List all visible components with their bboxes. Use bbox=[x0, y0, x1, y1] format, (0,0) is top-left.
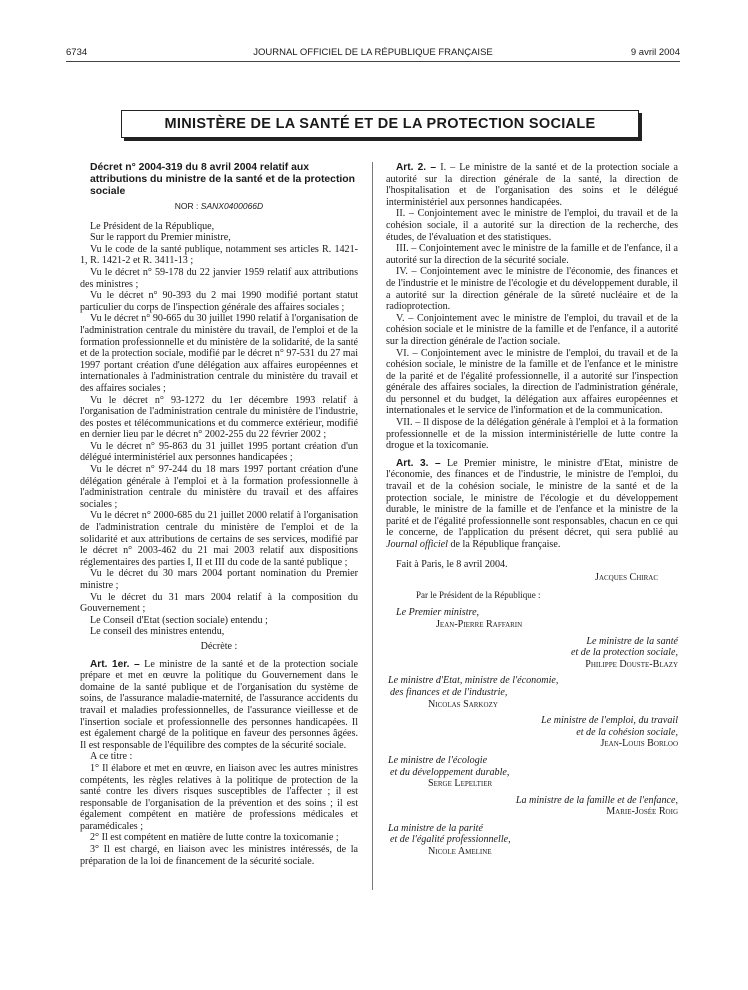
signatory-title: La ministre de la parité bbox=[388, 822, 483, 834]
left-column bbox=[80, 162, 358, 867]
article-3-label: Art. 3. – bbox=[396, 457, 441, 469]
article-2-text: VI. – Conjointement avec le ministre de l'emploi, du travail et de la cohésion sociale, le ministre de la famille et de l'enfance et le ministre de la parité et de l'égalité professionnelle, il a autorité sur l'inspection générale des affaires sociales, la direction de l'administration générale, du personnel et du budget, la délégation aux affaires européennes et internationales et le service de l'information et de la communication. bbox=[386, 347, 678, 417]
decrete-line: Décrète : bbox=[200, 640, 238, 652]
signatory-name: Serge Lepeltier bbox=[428, 778, 493, 790]
article-2-text: V. – Conjointement avec le ministre de l'emploi, du travail et de la cohésion sociale et le ministre de la famille et de l'enfance, il a autorité sur la direction générale de l'action sociale. bbox=[386, 312, 678, 347]
signatory-title: La ministre de la famille et de l'enfance, bbox=[515, 794, 678, 806]
visa-line: Vu le décret n° 93-1272 du 1er décembre 1993 relatif à l'organisation de l'administration centrale du ministère de l'industrie, des postes et télécommunications et du commerce extérieur, modifié en dernier lieu par le décret n° 2002-255 du 22 février 2002 ; bbox=[80, 394, 358, 441]
signatory-title: Le ministre de l'écologie bbox=[388, 754, 488, 766]
visa-line: Vu le décret n° 90-393 du 2 mai 1990 modifié portant statut particulier du corps de l'inspection générale des affaires sociales ; bbox=[80, 290, 358, 313]
article-1-label: Art. 1er. – bbox=[90, 658, 140, 670]
decree-title: Décret n° 2004-319 du 8 avril 2004 relatif aux attributions du ministre de la santé et de la protection sociale bbox=[90, 162, 356, 197]
article-1 bbox=[80, 659, 358, 752]
article-2-paragraph bbox=[386, 162, 678, 208]
issue-date: 9 avril 2004 bbox=[630, 47, 680, 58]
article-2-text: VII. – Il dispose de la délégation générale à l'emploi et à la formation professionnelle et de la mission interministérielle de lutte contre la drogue et la toxicomanie. bbox=[386, 417, 678, 452]
signatory-title: et du développement durable, bbox=[390, 766, 510, 778]
visa-line: Vu le décret n° 2000-685 du 21 juillet 2000 relatif à l'organisation de l'administration centrale du ministère de l'emploi et de la solidarité et aux attributions de certains de ses services, modifié par le décret n° 2003-462 du 21 mai 2003 relatif aux dispositions réglementaires des parties I, II et III du code de la santé publique ; bbox=[80, 510, 358, 568]
visa-line: Le Président de la République, bbox=[90, 220, 215, 232]
signatory-block bbox=[386, 607, 678, 630]
article-3-text: Le Premier ministre, le ministre d'Etat, ministre de l'économie, des finances et de l'industrie, le ministre de l'emploi, du travail et de la cohésion sociale, le ministre de la santé et de la protection sociale, le ministre de l'écologie et du développement durable, le ministre de la famille et de l'enfance et la ministre de la parité et de l'égalité professionnelle sont responsables, chacun en ce qui le concerne, de l'application du présent décret, qui sera publié au bbox=[386, 457, 679, 539]
nor-label: NOR : bbox=[174, 201, 199, 211]
signatory-name: Philippe Douste-Blazy bbox=[585, 658, 678, 670]
signatory-name: Nicolas Sarkozy bbox=[428, 698, 498, 710]
article-1-text: Le ministre de la santé et de la protection sociale prépare et met en œuvre la politique du Gouvernement dans le domaine de la santé publique et de l'organisation du système de soins, de l'assurance maladie-maternité, de l'assurance accidents du travail et maladies professionnelles, de l'assurance vieillesse et de l'insertion sociale et professionnelle des personnes handicapées. Il est également chargé de la politique en faveur des personnes âgées. Il est responsable de l'équilibre des comptes de la sécurité sociale. bbox=[80, 658, 359, 751]
journal-title: JOURNAL OFFICIEL DE LA RÉPUBLIQUE FRANÇAISE bbox=[253, 47, 493, 58]
article-2-paragraph bbox=[386, 348, 678, 418]
visa-line: Le Conseil d'Etat (section sociale) entendu ; bbox=[90, 614, 268, 626]
article-2-text: IV. – Conjointement avec le ministre de l'économie, des finances et de l'industrie et le ministre de l'écologie et du développement durable, il a autorité sur la direction générale de la sûreté nucléaire et de la radioprotection. bbox=[386, 266, 678, 313]
visas-list bbox=[80, 221, 358, 638]
visa-line: Vu le décret n° 59-178 du 22 janvier 1959 relatif aux attributions des ministres ; bbox=[80, 266, 358, 290]
page-number: 6734 bbox=[66, 47, 88, 58]
signatory-title: des finances et de l'industrie, bbox=[390, 686, 508, 698]
article-2-paragraph bbox=[386, 417, 678, 452]
page-header bbox=[66, 47, 680, 61]
article-2-text: II. – Conjointement avec le ministre de l'emploi, du travail et de la cohésion sociale, il a autorité sur la direction de la recherche, des études, de l'évaluation et des statistiques. bbox=[386, 208, 678, 243]
article-1-item: 1° Il élabore et met en œuvre, en liaison avec les autres ministres compétents, les règles relatives à la politique de protection de la santé contre les divers risques susceptibles de l'affecter ; il est responsable de l'organisation de la prévention et des soins ; il est également compétent en matière de professions médicales et paramédicales ; bbox=[80, 762, 358, 832]
visa-line: Sur le rapport du Premier ministre, bbox=[90, 232, 231, 244]
signatory-name: Nicole Ameline bbox=[428, 846, 492, 858]
visa-line: Vu le décret n° 90-665 du 30 juillet 1990 relatif à l'organisation de l'administration centrale du ministère du travail, de l'emploi et de la formation professionnelle et du ministère de la solidarité, de la santé et de la protection sociale, modifié par le décret n° 97-531 du 27 mai 1997 portant création d'une délégation aux affaires européennes et internationales à l'administration centrale du ministère du travail et des affaires sociales ; bbox=[80, 313, 358, 394]
article-2-text: I. – Le ministre de la santé et de la protection sociale a autorité sur la direction générale de la santé, la direction de l'hospitalisation et de l'organisation des soins et le délégué interministériel aux personnes handicapées. bbox=[386, 162, 679, 208]
signatory-title: Le ministre d'Etat, ministre de l'économie, bbox=[388, 675, 559, 687]
right-column bbox=[386, 162, 678, 863]
signatory-title: et de la cohésion sociale, bbox=[576, 726, 678, 738]
fait-a-paris: Fait à Paris, le 8 avril 2004. bbox=[396, 558, 508, 570]
ministry-title: MINISTÈRE DE LA SANTÉ ET DE LA PROTECTION SOCIALE bbox=[164, 116, 596, 132]
journal-officiel-italic: Journal officiel bbox=[386, 539, 448, 550]
article-1-item: 3° Il est chargé, en liaison avec les ministres intéressés, de la préparation de la loi de financement de la sécurité sociale. bbox=[80, 844, 358, 867]
article-3-text-end: de la République française. bbox=[447, 539, 561, 550]
article-1-items bbox=[80, 763, 358, 867]
signatory-title: Le ministre de la santé bbox=[586, 635, 678, 647]
ministry-title-box bbox=[121, 110, 639, 138]
nor-value: SANX0400066D bbox=[200, 201, 264, 211]
column-separator bbox=[372, 162, 373, 890]
signatory-block bbox=[386, 823, 678, 858]
visa-line: Le conseil des ministres entendu, bbox=[90, 626, 225, 638]
signatory-title: Le Premier ministre, bbox=[396, 607, 480, 619]
signatory-block bbox=[386, 795, 678, 818]
signatory-block bbox=[386, 636, 678, 671]
article-3 bbox=[386, 458, 678, 551]
par-le-president: Par le Président de la République : bbox=[416, 589, 541, 600]
header-rule bbox=[66, 61, 680, 62]
visa-line: Vu le décret du 30 mars 2004 portant nomination du Premier ministre ; bbox=[80, 568, 358, 591]
article-2-text: III. – Conjointement avec le ministre de la famille et de l'enfance, il a autorité sur la direction de la sécurité sociale. bbox=[386, 243, 678, 266]
signatory-name: Jean-Pierre Raffarin bbox=[436, 618, 523, 630]
president-name: Jacques Chirac bbox=[595, 572, 658, 584]
signatories bbox=[386, 607, 678, 857]
article-2-paragraph bbox=[386, 266, 678, 312]
signatory-block bbox=[386, 715, 678, 750]
signatory-block bbox=[386, 755, 678, 790]
signatory-name: Jean-Louis Borloo bbox=[600, 738, 678, 750]
article-2 bbox=[386, 162, 678, 452]
signatory-title: et de l'égalité professionnelle, bbox=[390, 834, 511, 846]
signatory-title: Le ministre de l'emploi, du travail bbox=[541, 715, 678, 727]
article-2-paragraph bbox=[386, 313, 678, 348]
signatory-name: Marie-Josée Roig bbox=[606, 806, 678, 818]
a-ce-titre: A ce titre : bbox=[90, 751, 133, 763]
nor-reference bbox=[80, 201, 358, 213]
article-1-item: 2° Il est compétent en matière de lutte contre la toxicomanie ; bbox=[90, 832, 339, 844]
visa-line: Vu le décret n° 97-244 du 18 mars 1997 portant création d'une délégation générale à l'emploi et à la formation professionnelle à l'administration centrale du ministère du travail et des affaires sociales ; bbox=[80, 464, 358, 510]
signatory-title: et de la protection sociale, bbox=[571, 647, 678, 659]
visa-line: Vu le code de la santé publique, notamment ses articles R. 1421-1, R. 1421-2 et R. 3411-13 ; bbox=[80, 243, 358, 267]
article-2-label: Art. 2. – bbox=[396, 162, 441, 173]
article-2-paragraph bbox=[386, 243, 678, 266]
signatory-block bbox=[386, 675, 678, 710]
visa-line: Vu le décret n° 95-863 du 31 juillet 1995 portant création d'un délégué interministériel aux personnes handicapées ; bbox=[80, 440, 358, 464]
visa-line: Vu le décret du 31 mars 2004 relatif à la composition du Gouvernement ; bbox=[80, 591, 358, 615]
article-2-paragraph bbox=[386, 208, 678, 243]
